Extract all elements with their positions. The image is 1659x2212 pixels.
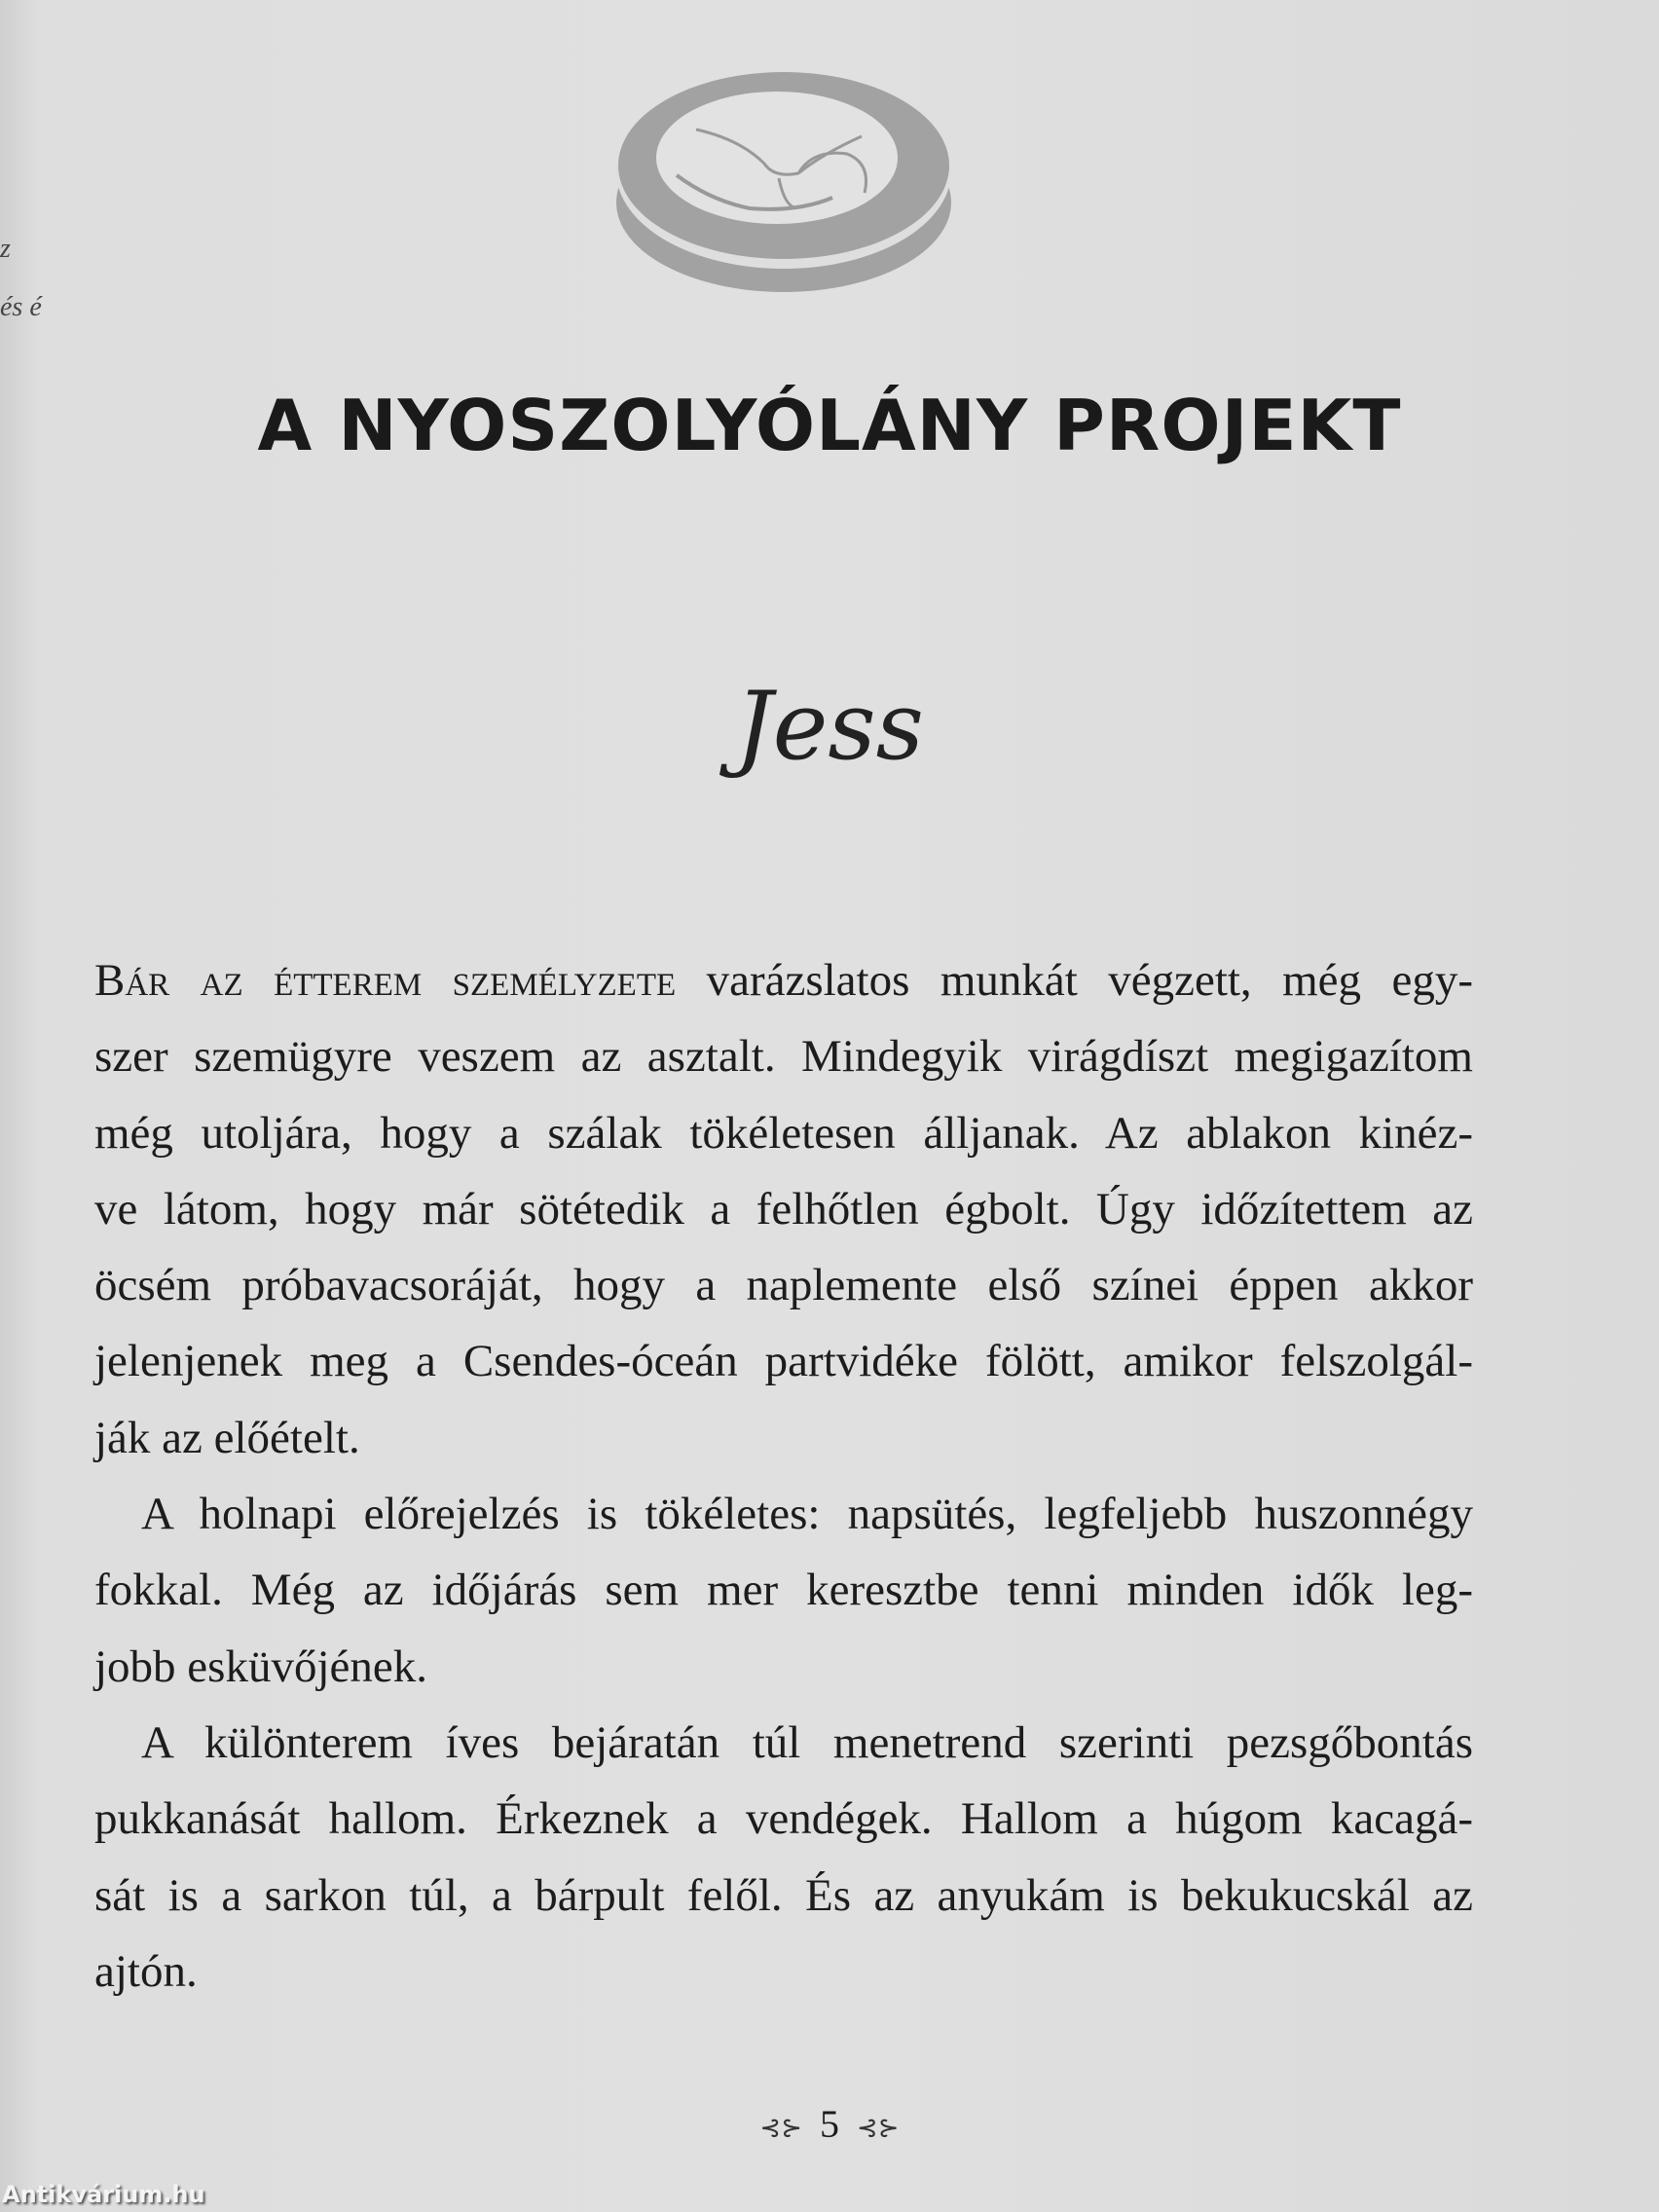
text-line: szer szemügyre veszem az asztalt. Mindegyik virágdíszt megigazítom [94,1031,1473,1083]
text-line: sát is a sarkon túl, a bárpult felől. És az anyukám is bekukucskál az [94,1869,1473,1921]
dog-bed-logo-icon [604,56,964,300]
text-line: jobb esküvőjének. [94,1641,427,1692]
margin-fragment: z [0,234,11,264]
chapter-title: A NYOSZOLYÓLÁNY PROJEKT [257,385,1402,466]
body-text [94,942,1473,2009]
text-line [94,942,1473,1018]
ornament-right-icon: ⊰⊱ [857,2113,900,2142]
text-line: A holnapi előrejelzés is tökéletes: napsütés, legfeljebb huszonnégy [141,1489,1473,1540]
text-line: ve látom, hogy már sötétedik a felhőtlen égbolt. Úgy időzítettem az [94,1183,1473,1235]
ornament-left-icon: ⊰⊱ [759,2113,802,2142]
text-line: még utoljára, hogy a szálak tökéletesen álljanak. Az ablakon kinéz- [94,1107,1473,1159]
text-line: jelenjenek meg a Csendes-óceán partvidéke fölött, amikor felszolgál- [94,1336,1473,1387]
watermark: Antikvárium.hu [2,2181,205,2208]
text-line: ajtón. [94,1945,198,1997]
text-line: fokkal. Még az időjárás sem mer keresztbe tenni minden idők leg- [94,1565,1473,1616]
margin-fragment: és é [0,292,42,322]
text-line: pukkanását hallom. Érkeznek a vendégek. Hallom a húgom kacagá- [94,1793,1473,1845]
text-line: A különterem íves bejáratán túl menetrend szerinti pezsgőbontás [141,1716,1473,1768]
page-number-footer [0,2101,1659,2147]
lead-in-smallcaps: Bár az étterem személyzete [94,955,677,1006]
page-number: 5 [820,2102,839,2146]
text-line: öcsém próbavacsoráját, hogy a naplemente első színei éppen akkor [94,1260,1473,1311]
text-fragment: varázslatos munkát végzett, még egy- [676,955,1473,1006]
text-line: ják az előételt. [94,1412,360,1463]
chapter-narrator-name: Jess [735,672,924,781]
